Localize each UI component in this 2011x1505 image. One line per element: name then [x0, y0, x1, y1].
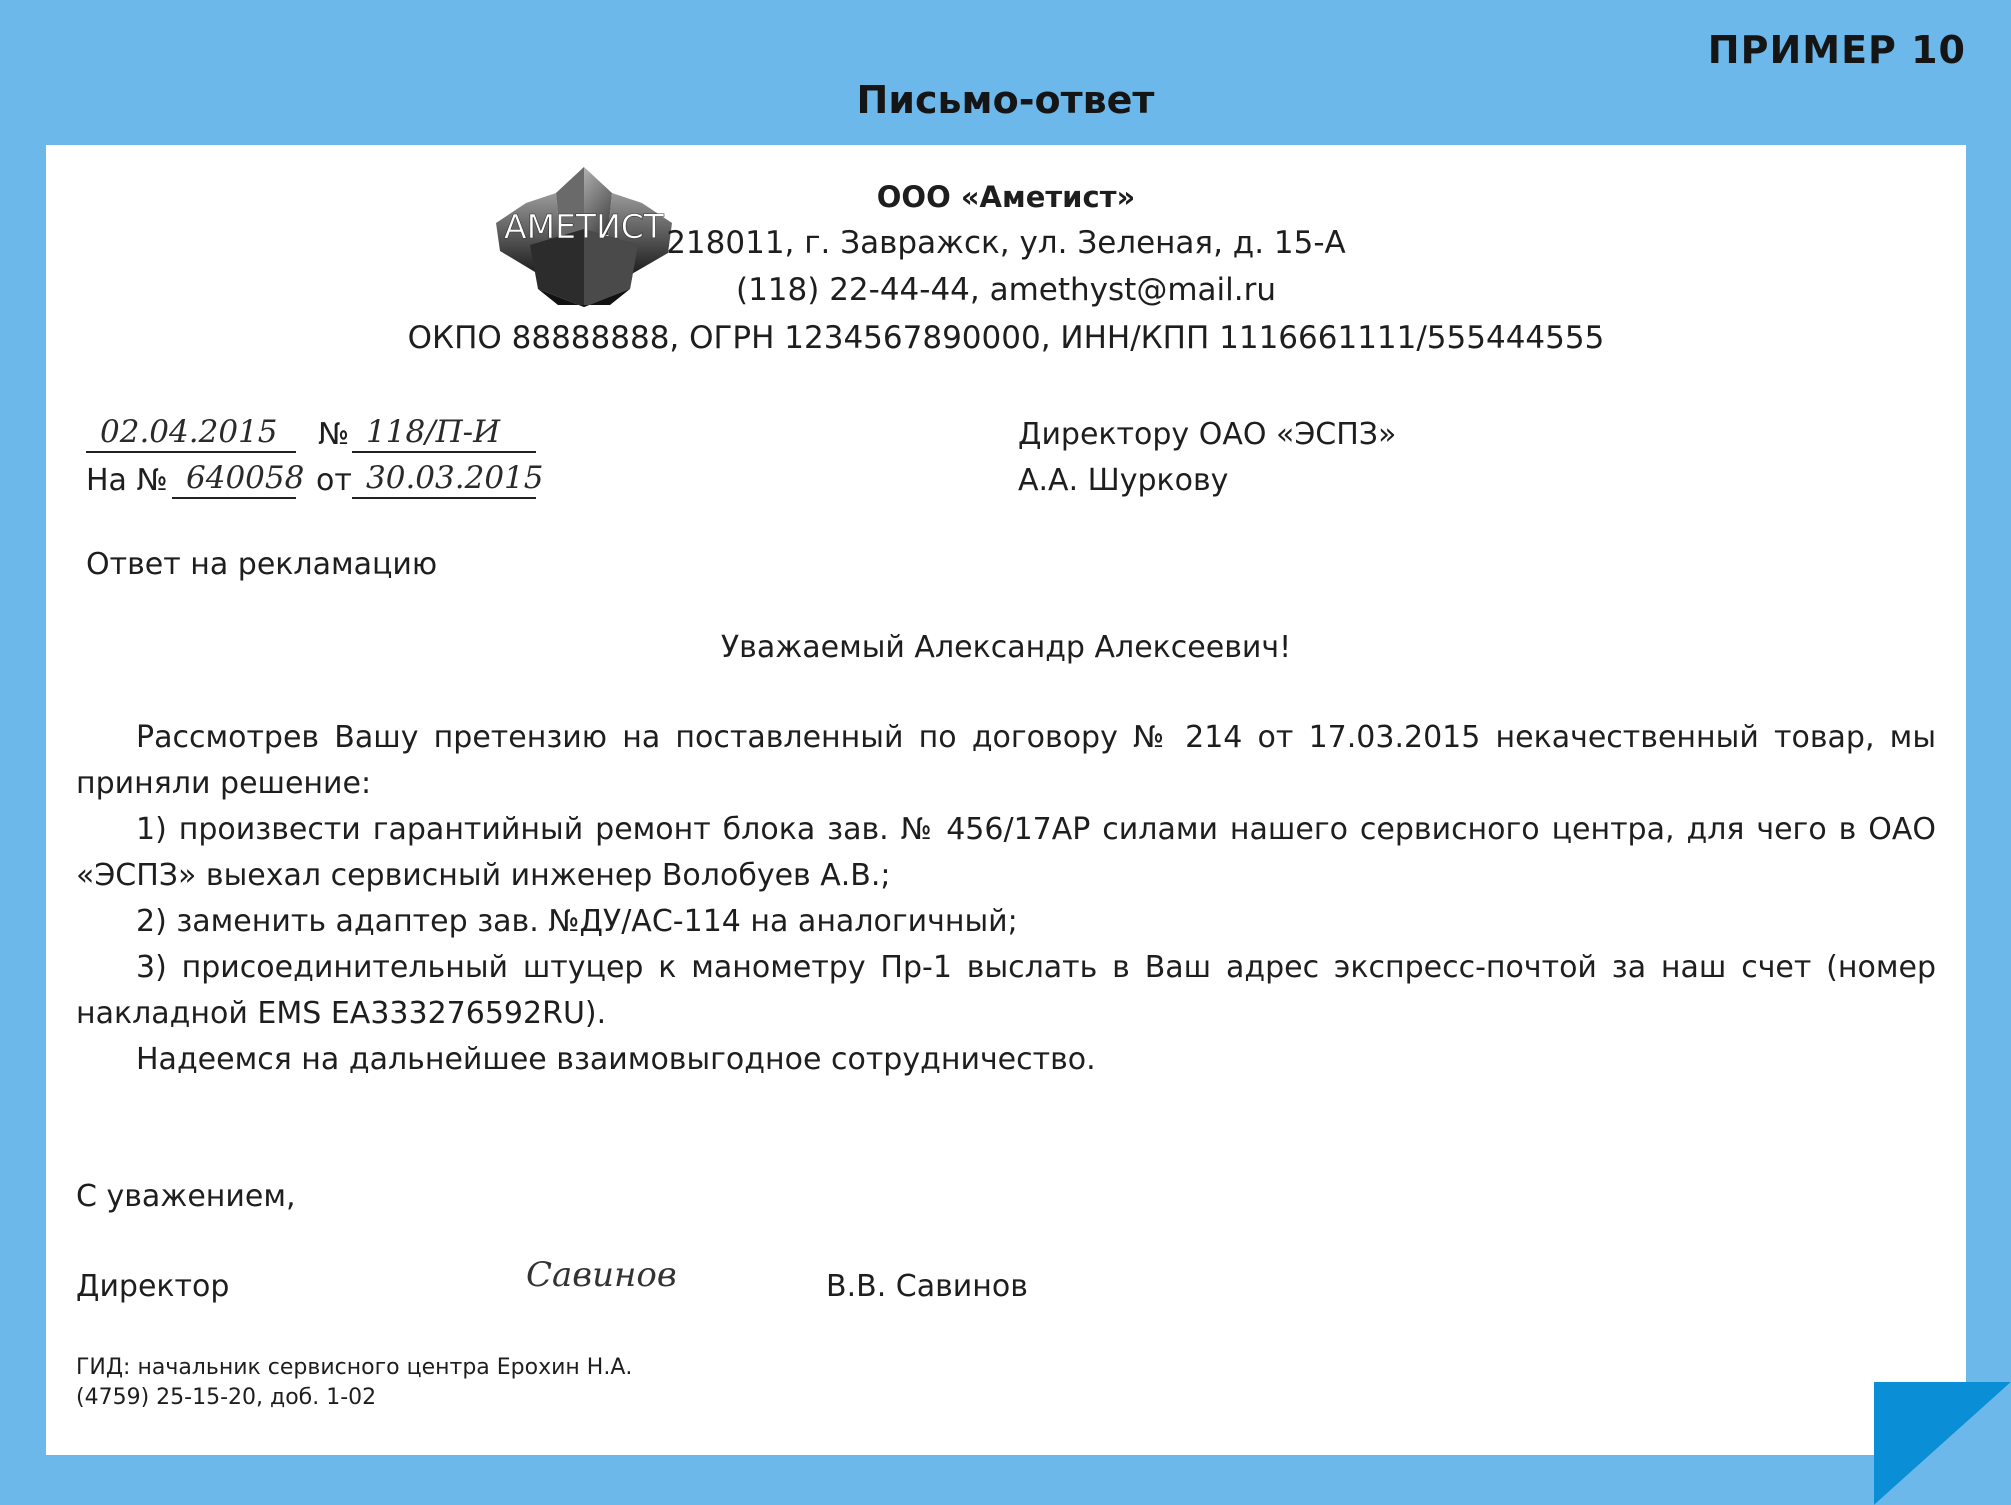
handwritten-signature: Савинов: [526, 1255, 677, 1295]
body-item-1: 1) произвести гарантийный ремонт блока зав. № 456/17АР силами нашего сервисного центра, для чего в ОАО «ЭСПЗ» выехал сервисный инженер Волобуев А.В.;: [76, 812, 1936, 893]
signatory-name: В.В. Савинов: [826, 1269, 1028, 1304]
document-kind-title: Письмо-ответ: [856, 78, 1155, 122]
body-closing-line: Надеемся на дальнейшее взаимовыгодное сотрудничество.: [136, 1042, 1096, 1077]
reference-label: На №: [86, 463, 168, 498]
company-address: 218011, г. Завражск, ул. Зеленая, д. 15-А: [666, 225, 1346, 261]
addressee-line1: Директору ОАО «ЭСПЗ»: [1018, 417, 1397, 452]
outgoing-date: 02.04.2015: [86, 413, 296, 453]
number-label: №: [318, 417, 350, 452]
signatory-position: Директор: [76, 1269, 230, 1304]
outgoing-number: 118/П-И: [352, 413, 536, 453]
executor-line1: ГИД: начальник сервисного центра Ерохин Н.А.: [76, 1355, 633, 1380]
reference-date: 30.03.2015: [352, 459, 536, 499]
company-registration: ОКПО 88888888, ОГРН 1234567890000, ИНН/КПП 1116661111/555444555: [407, 320, 1605, 356]
company-contacts: (118) 22-44-44, amethyst@mail.ru: [735, 272, 1277, 308]
reference-number: 640058: [172, 459, 296, 499]
salutation: Уважаемый Александр Алексеевич!: [720, 630, 1292, 665]
from-label: от: [316, 463, 352, 498]
page-fold-corner: [1874, 1382, 2011, 1505]
addressee-line2: А.А. Шуркову: [1018, 463, 1229, 498]
letter-sheet: [46, 145, 1966, 1455]
subject-line: Ответ на рекламацию: [86, 547, 438, 582]
example-label: ПРИМЕР 10: [1707, 28, 1966, 72]
body-item-2: 2) заменить адаптер зав. №ДУ/АС-114 на аналогичный;: [136, 904, 1018, 939]
body-item-3: 3) присоединительный штуцер к манометру Пр-1 выслать в Ваш адрес экспресс-почтой за наш счет (номер накладной EMS EA333276592RU).: [76, 950, 1936, 1031]
logo-text: АМЕТИСТ: [504, 207, 664, 246]
closing-phrase: С уважением,: [76, 1179, 296, 1214]
executor-line2: (4759) 25-15-20, доб. 1-02: [76, 1385, 377, 1410]
company-name: ООО «Аметист»: [876, 180, 1136, 214]
body-intro: Рассмотрев Вашу претензию на поставленный по договору № 214 от 17.03.2015 некачественный товар, мы приняли решение:: [76, 720, 1936, 801]
